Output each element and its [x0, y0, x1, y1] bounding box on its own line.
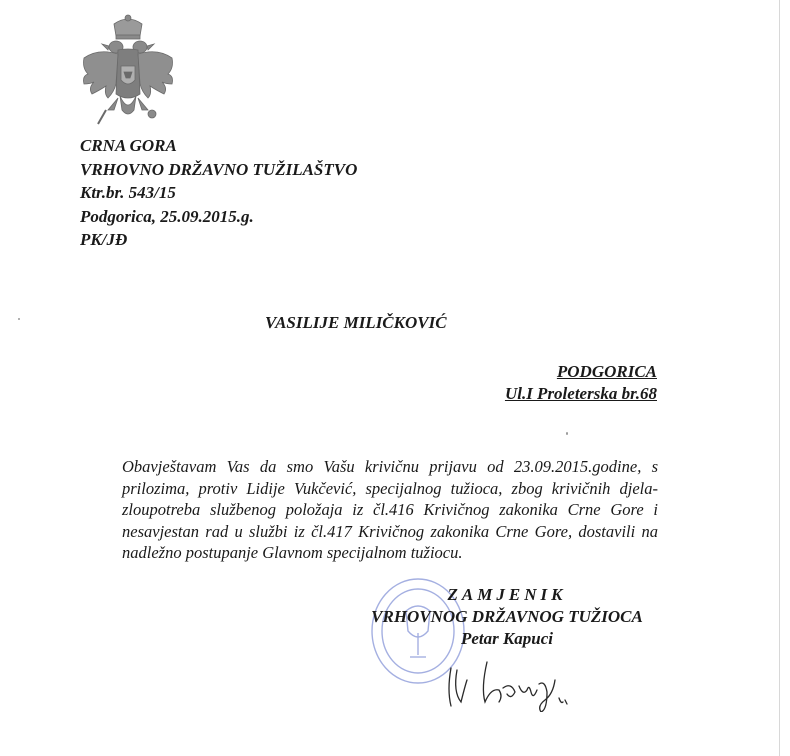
- recipient-city: PODGORICA: [556, 362, 657, 381]
- coat-of-arms-icon: [78, 14, 178, 132]
- reference-number: Ktr.br. 543/15: [80, 183, 176, 202]
- scan-edge-line: [779, 0, 780, 756]
- initials: PK/JĐ: [80, 230, 128, 249]
- recipient-name: VASILIJE MILIČKOVIĆ: [265, 313, 447, 332]
- recipient-street: Ul.I Proleterska br.68: [504, 384, 657, 403]
- scan-speck: [18, 318, 20, 320]
- signatory-office: VRHOVNOG DRŽAVNOG TUŽIOCA: [371, 607, 643, 626]
- sender-header: [80, 134, 357, 252]
- place-and-date: Podgorica, 25.09.2015.g.: [80, 206, 254, 226]
- scan-speck: [566, 432, 568, 435]
- signatory-name: Petar Kapuci: [460, 629, 554, 648]
- country-name: CRNA GORA: [80, 136, 177, 155]
- signatory-title: ZAMJENIK: [447, 585, 567, 604]
- recipient-address: [505, 361, 657, 405]
- institution-name: VRHOVNO DRŽAVNO TUŽILAŠTVO: [80, 159, 358, 179]
- handwritten-signature-icon: [437, 640, 577, 712]
- letter-body: Obavještavam Vas da smo Vašu krivičnu prijavu od 23.09.2015.godine, s prilozima, protiv Lidije Vukčević, specijalnog tužioca, zbog krivičnih djela-zloupotreba službenog položaja iz čl.416 Krivičnog zakonika Crne Gore i nesavjestan rad u službi iz čl.417 Krivičnog zakonika Crne Gore, dostavili na nadležno postupanje Glavnom specijalnom tužiocu.: [122, 457, 658, 562]
